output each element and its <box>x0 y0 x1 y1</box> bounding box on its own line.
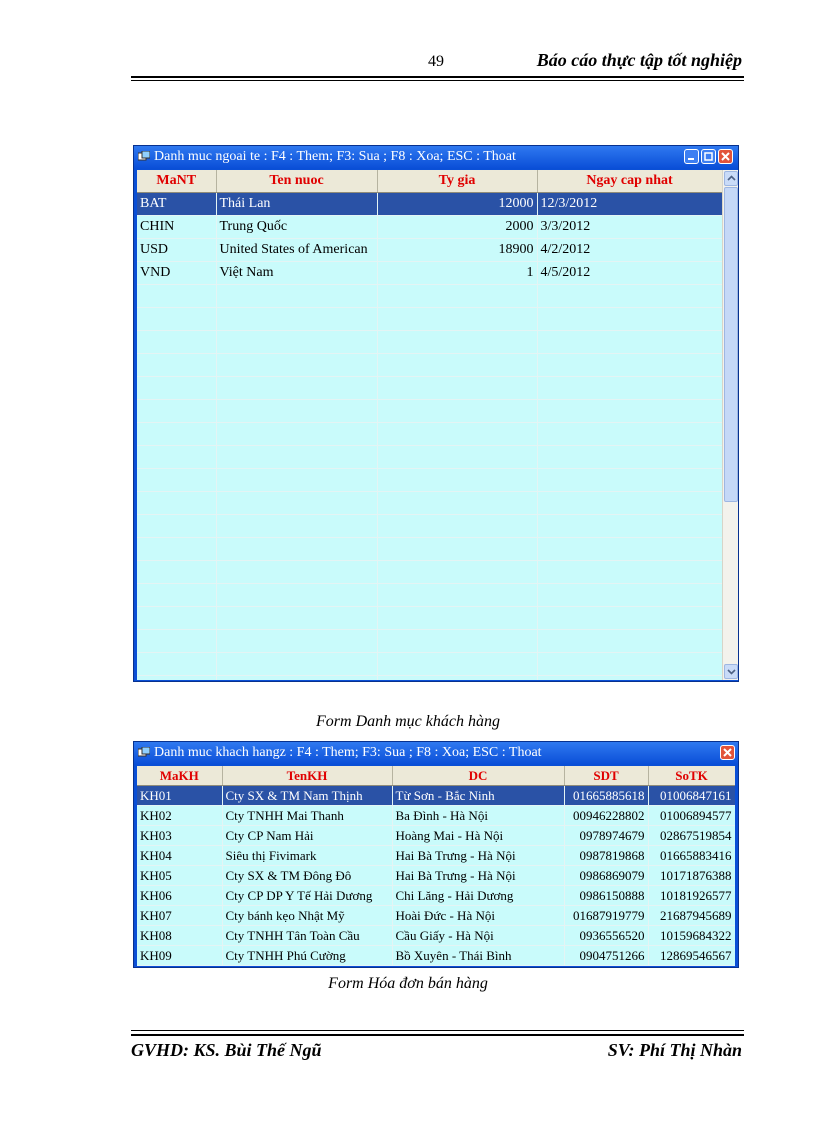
column-header-sotk[interactable]: SoTK <box>648 766 735 786</box>
customer-grid <box>137 766 735 966</box>
currency-list-window <box>133 145 739 682</box>
scroll-up-button[interactable] <box>724 171 738 186</box>
footer-supervisor: GVHD: KS. Bùi Thế Ngũ <box>131 1040 322 1060</box>
cell-ten-nuoc: United States of American <box>216 239 377 262</box>
close-button[interactable] <box>720 745 735 760</box>
cell-ty-gia: 1 <box>377 262 537 285</box>
cell-ngay-cap-nhat: 4/2/2012 <box>537 239 722 262</box>
caption-invoice-form: Form Hóa đơn bán hàng <box>328 975 488 992</box>
cell-makh: KH01 <box>137 786 222 806</box>
header-row <box>137 766 735 786</box>
cell-ngay-cap-nhat: 4/5/2012 <box>537 262 722 285</box>
cell-sdt: 01687919779 <box>564 906 648 926</box>
table-row[interactable] <box>137 926 735 946</box>
scroll-thumb[interactable] <box>724 187 738 502</box>
empty-row[interactable] <box>137 584 722 607</box>
column-header-sdt[interactable]: SDT <box>564 766 648 786</box>
window-title-bar[interactable] <box>134 742 738 764</box>
empty-row[interactable] <box>137 653 722 676</box>
empty-row[interactable] <box>137 538 722 561</box>
empty-row[interactable] <box>137 515 722 538</box>
cell-tenkh: Cty SX & TM Đông Đô <box>222 866 392 886</box>
empty-row[interactable] <box>137 285 722 308</box>
cell-mant: VND <box>137 262 216 285</box>
cell-ten-nuoc: Thái Lan <box>216 193 377 216</box>
cell-sotk: 01006894577 <box>648 806 735 826</box>
cell-ty-gia: 2000 <box>377 216 537 239</box>
cell-ten-nuoc: Trung Quốc <box>216 216 377 239</box>
cell-tenkh: Cty CP DP Y Tế Hải Dương <box>222 886 392 906</box>
table-row[interactable] <box>137 216 722 239</box>
cell-sotk: 02867519854 <box>648 826 735 846</box>
cell-makh: KH03 <box>137 826 222 846</box>
cell-sotk: 10171876388 <box>648 866 735 886</box>
table-row[interactable] <box>137 193 722 216</box>
chevron-up-icon <box>727 175 736 182</box>
empty-row[interactable] <box>137 607 722 630</box>
empty-row[interactable] <box>137 561 722 584</box>
table-row[interactable] <box>137 906 735 926</box>
cell-dc: Hai Bà Trưng - Hà Nội <box>392 866 564 886</box>
cell-dc: Hoài Đức - Hà Nội <box>392 906 564 926</box>
minimize-button[interactable] <box>684 149 699 164</box>
table-row[interactable] <box>137 866 735 886</box>
cell-tenkh: Siêu thị Fivimark <box>222 846 392 866</box>
cell-makh: KH09 <box>137 946 222 966</box>
empty-row[interactable] <box>137 630 722 653</box>
header-row <box>137 170 722 193</box>
column-header-tenkh[interactable]: TenKH <box>222 766 392 786</box>
minimize-icon <box>685 150 698 163</box>
cell-sotk: 10159684322 <box>648 926 735 946</box>
close-icon <box>719 150 732 163</box>
currency-grid <box>137 170 722 680</box>
column-header-makh[interactable]: MaKH <box>137 766 222 786</box>
cell-dc: Hoàng Mai - Hà Nội <box>392 826 564 846</box>
footer-student: SV: Phí Thị Nhàn <box>607 1040 742 1060</box>
cell-sdt: 0904751266 <box>564 946 648 966</box>
table-row[interactable] <box>137 786 735 806</box>
cell-dc: Ba Đình - Hà Nội <box>392 806 564 826</box>
column-header-ty-gia[interactable]: Ty gia <box>377 170 537 193</box>
cell-mant: USD <box>137 239 216 262</box>
table-row[interactable] <box>137 886 735 906</box>
close-icon <box>721 746 734 759</box>
cell-ty-gia: 12000 <box>377 193 537 216</box>
empty-row[interactable] <box>137 446 722 469</box>
cell-ngay-cap-nhat: 12/3/2012 <box>537 193 722 216</box>
cell-tenkh: Cty CP Nam Hải <box>222 826 392 846</box>
cell-makh: KH07 <box>137 906 222 926</box>
customer-list-window <box>133 741 739 968</box>
cell-sotk: 01006847161 <box>648 786 735 806</box>
page-header <box>131 50 744 76</box>
cell-dc: Chi Lăng - Hải Dương <box>392 886 564 906</box>
cell-sdt: 0986150888 <box>564 886 648 906</box>
customer-table <box>137 766 735 966</box>
cell-sdt: 0978974679 <box>564 826 648 846</box>
cell-tenkh: Cty SX & TM Nam Thịnh <box>222 786 392 806</box>
empty-row[interactable] <box>137 676 722 681</box>
empty-row[interactable] <box>137 492 722 515</box>
cell-dc: Bồ Xuyên - Thái Bình <box>392 946 564 966</box>
footer-rule <box>131 1034 744 1036</box>
header-title: Báo cáo thực tập tốt nghiệp <box>536 50 742 70</box>
table-row[interactable] <box>137 846 735 866</box>
maximize-icon <box>702 150 715 163</box>
cell-makh: KH04 <box>137 846 222 866</box>
app-icon <box>138 747 150 758</box>
table-row[interactable] <box>137 826 735 846</box>
table-row[interactable] <box>137 262 722 285</box>
cell-makh: KH05 <box>137 866 222 886</box>
cell-makh: KH02 <box>137 806 222 826</box>
cell-dc: Hai Bà Trưng - Hà Nội <box>392 846 564 866</box>
cell-mant: BAT <box>137 193 216 216</box>
cell-makh: KH06 <box>137 886 222 906</box>
cell-ty-gia: 18900 <box>377 239 537 262</box>
empty-row[interactable] <box>137 331 722 354</box>
cell-tenkh: Cty TNHH Mai Thanh <box>222 806 392 826</box>
cell-sotk: 10181926577 <box>648 886 735 906</box>
currency-table <box>137 170 722 680</box>
table-row[interactable] <box>137 946 735 966</box>
empty-row[interactable] <box>137 469 722 492</box>
cell-tenkh: Cty bánh kẹo Nhật Mỹ <box>222 906 392 926</box>
cell-ngay-cap-nhat: 3/3/2012 <box>537 216 722 239</box>
cell-tenkh: Cty TNHH Phú Cường <box>222 946 392 966</box>
column-header-mant[interactable]: MaNT <box>137 170 216 193</box>
cell-ten-nuoc: Việt Nam <box>216 262 377 285</box>
table-row[interactable] <box>137 806 735 826</box>
column-header-dc[interactable]: DC <box>392 766 564 786</box>
window-title: Danh muc khach hangz : F4 : Them; F3: Sua ; F8 : Xoa; ESC : Thoat <box>154 745 542 760</box>
header-rule-thin <box>131 80 744 81</box>
chevron-down-icon <box>727 668 736 675</box>
column-header-ten-nuoc[interactable]: Ten nuoc <box>216 170 377 193</box>
empty-row[interactable] <box>137 423 722 446</box>
caption-customer-form: Form Danh mục khách hàng <box>316 713 500 730</box>
empty-row[interactable] <box>137 354 722 377</box>
scroll-down-button[interactable] <box>724 664 738 679</box>
cell-mant: CHIN <box>137 216 216 239</box>
cell-sdt: 0936556520 <box>564 926 648 946</box>
cell-tenkh: Cty TNHH Tân Toàn Cầu <box>222 926 392 946</box>
cell-sdt: 0987819868 <box>564 846 648 866</box>
window-title-bar[interactable] <box>134 146 738 168</box>
cell-sotk: 12869546567 <box>648 946 735 966</box>
empty-row[interactable] <box>137 400 722 423</box>
column-header-ngay-cap-nhat[interactable]: Ngay cap nhat <box>537 170 722 193</box>
vertical-scrollbar[interactable] <box>722 170 738 680</box>
cell-dc: Cầu Giấy - Hà Nội <box>392 926 564 946</box>
footer-rule-thin <box>131 1030 744 1031</box>
maximize-button[interactable] <box>701 149 716 164</box>
page-number: 49 <box>428 53 444 70</box>
window-title: Danh muc ngoai te : F4 : Them; F3: Sua ; F8 : Xoa; ESC : Thoat <box>154 149 516 164</box>
cell-makh: KH08 <box>137 926 222 946</box>
cell-sotk: 01665883416 <box>648 846 735 866</box>
empty-row[interactable] <box>137 377 722 400</box>
close-button[interactable] <box>718 149 733 164</box>
empty-row[interactable] <box>137 308 722 331</box>
app-icon <box>138 151 150 162</box>
cell-sdt: 01665885618 <box>564 786 648 806</box>
cell-dc: Từ Sơn - Bắc Ninh <box>392 786 564 806</box>
cell-sotk: 21687945689 <box>648 906 735 926</box>
cell-sdt: 00946228802 <box>564 806 648 826</box>
cell-sdt: 0986869079 <box>564 866 648 886</box>
header-rule <box>131 76 744 78</box>
table-row[interactable] <box>137 239 722 262</box>
